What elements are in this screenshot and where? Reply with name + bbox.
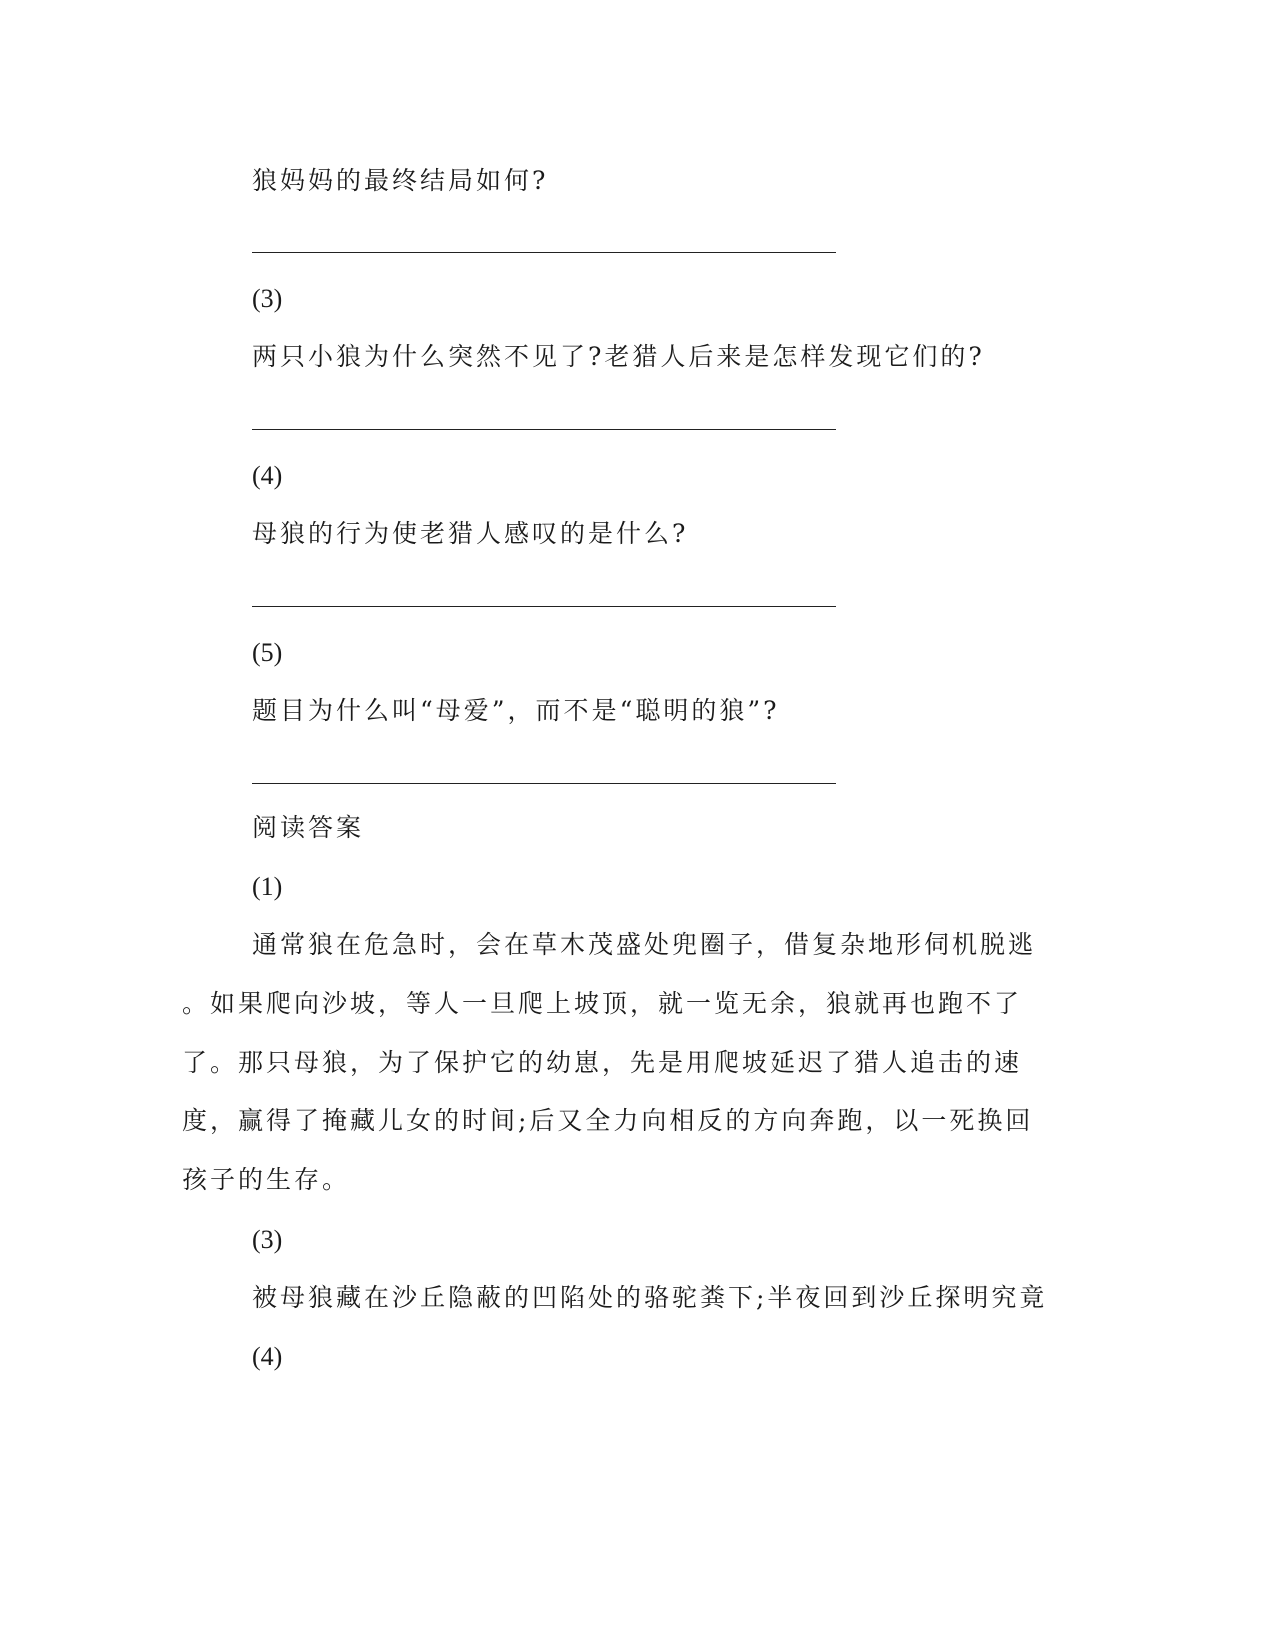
answer-blank-line-3 <box>252 429 836 430</box>
question-4-number: (4) <box>252 461 283 490</box>
answer-1-line: 孩子的生存。 <box>182 1165 351 1194</box>
question-3-number: (3) <box>252 284 283 313</box>
answer-blank-line-2 <box>252 252 836 253</box>
question-5-number: (5) <box>252 638 283 667</box>
answer-1-line: 了。那只母狼，为了保护它的幼崽，先是用爬坡延迟了猎人追击的速 <box>182 1048 1023 1077</box>
question-3-text: 两只小狼为什么突然不见了?老猎人后来是怎样发现它们的? <box>252 342 985 371</box>
answer-1-line: 通常狼在危急时，会在草木茂盛处兜圈子，借复杂地形伺机脱逃 <box>252 930 1037 959</box>
answer-1-line: 度，赢得了掩藏儿女的时间;后又全力向相反的方向奔跑，以一死换回 <box>182 1106 1034 1135</box>
answer-1-line: 。如果爬向沙坡，等人一旦爬上坡顶，就一览无余，狼就再也跑不了 <box>182 989 1023 1018</box>
question-4-text: 母狼的行为使老猎人感叹的是什么? <box>252 519 689 548</box>
question-2-text: 狼妈妈的最终结局如何? <box>252 166 549 195</box>
answer-blank-line-5 <box>252 783 836 784</box>
answer-blank-line-4 <box>252 606 836 607</box>
answer-3-number: (3) <box>252 1225 283 1254</box>
answer-4-number: (4) <box>252 1342 283 1371</box>
question-5-text: 题目为什么叫“母爱”，而不是“聪明的狼”? <box>252 696 780 725</box>
answer-3-text: 被母狼藏在沙丘隐蔽的凹陷处的骆驼粪下;半夜回到沙丘探明究竟 <box>252 1283 1048 1312</box>
answers-heading: 阅读答案 <box>252 813 365 842</box>
answer-1-number: (1) <box>252 872 283 901</box>
